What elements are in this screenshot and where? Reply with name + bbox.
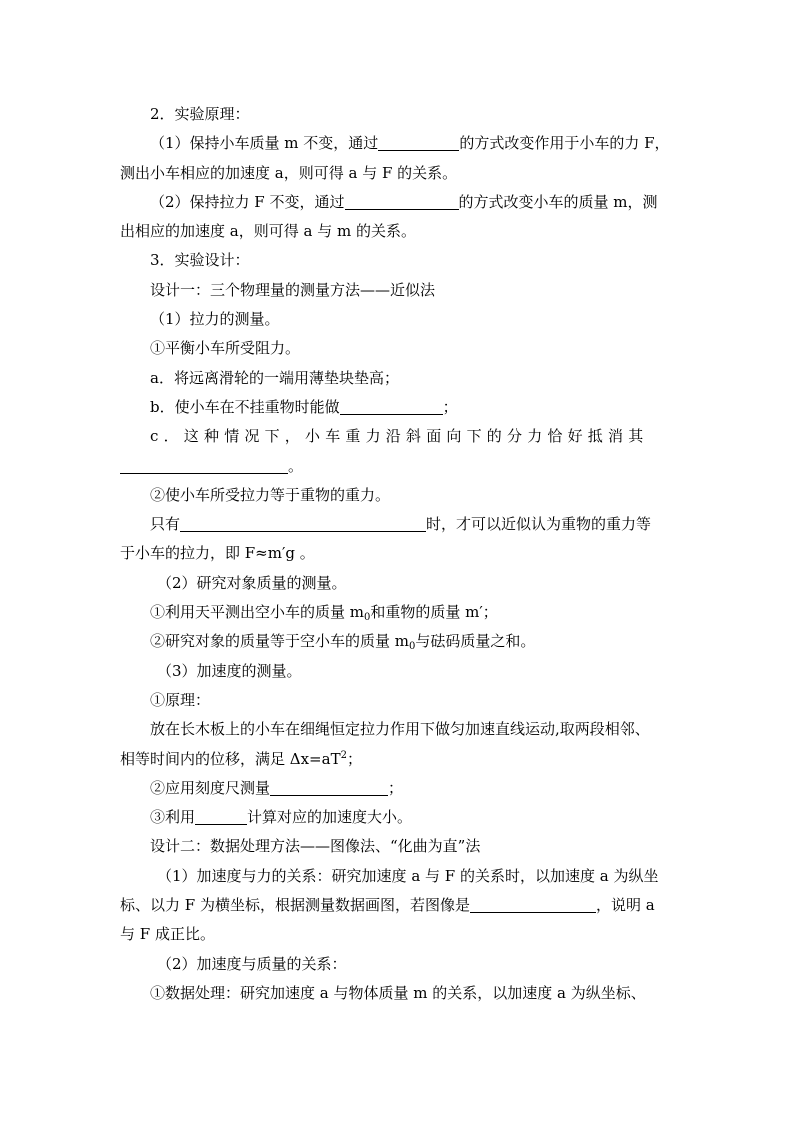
design-title: 设计一：三个物理量的测量方法——近似法 xyxy=(150,280,436,299)
text: （1）保持小车质量 m 不变，通过 xyxy=(150,134,379,153)
paragraph-line xyxy=(120,745,674,774)
paragraph-line: ①平衡小车所受阻力。 xyxy=(150,339,301,358)
design-title: 设计二：数据处理方法——图像法、“化曲为直”法 xyxy=(150,837,481,856)
section-heading: 3．实验设计： xyxy=(150,251,250,270)
paragraph-line: a．将远离滑轮的一端用薄垫块垫高； xyxy=(150,368,399,387)
answer-blank[interactable] xyxy=(345,193,459,210)
text: ，说明 a xyxy=(595,896,655,915)
text: ②应用刻度尺测量 xyxy=(150,778,271,797)
text: ③利用 xyxy=(150,808,196,827)
paragraph-line: ①原理： xyxy=(150,690,211,709)
text: 的方式改变作用于小车的力 F， xyxy=(459,134,670,153)
answer-blank[interactable] xyxy=(270,779,388,796)
paragraph-line: 于小车的拉力，即 F≈m′g 。 xyxy=(120,544,315,563)
answer-blank[interactable] xyxy=(120,457,288,474)
paragraph-line xyxy=(120,510,674,539)
paragraph-line xyxy=(120,393,674,422)
paragraph-line xyxy=(120,129,674,158)
text: 只有 xyxy=(150,515,181,534)
paragraph-line xyxy=(120,774,674,803)
paragraph-line xyxy=(120,452,674,481)
text: 计算对应的加速度大小。 xyxy=(247,808,413,827)
paragraph-line: 测出小车相应的加速度 a，则可得 a 与 F 的关系。 xyxy=(120,163,458,182)
answer-blank[interactable] xyxy=(180,515,426,532)
subsection-title: （2）加速度与质量的关系： xyxy=(157,954,347,973)
paragraph-line xyxy=(120,803,674,832)
text: ①利用天平测出空小车的质量 m xyxy=(150,603,364,622)
subsection-title: （1）拉力的测量。 xyxy=(150,310,280,329)
paragraph-line xyxy=(120,598,674,627)
paragraph-line: 出相应的加速度 a，则可得 a 与 m 的关系。 xyxy=(120,222,416,241)
section-heading: 2．实验原理： xyxy=(150,105,250,123)
answer-blank[interactable] xyxy=(378,134,459,151)
text: ； xyxy=(388,778,404,797)
text: 与砝码质量之和。 xyxy=(415,632,536,651)
text: b．使小车在不挂重物时能做 xyxy=(150,397,340,416)
paragraph-line xyxy=(120,188,674,217)
paragraph-line: c．这种情况下，小车重力沿斜面向下的分力恰好抵消其 xyxy=(150,427,649,446)
answer-blank[interactable] xyxy=(195,808,247,825)
text: 相等时间内的位移，满足 Δx=aT xyxy=(120,749,341,768)
text: 的方式改变小车的质量 m，测 xyxy=(458,192,658,211)
answer-blank[interactable] xyxy=(340,398,443,415)
text: 时，才可以近似认为重物的重力等 xyxy=(426,515,652,534)
paragraph-line xyxy=(120,891,674,920)
text: ； xyxy=(346,749,362,768)
text: 。 xyxy=(288,456,304,475)
subscript: 0 xyxy=(409,641,416,653)
text: 和重物的质量 m′； xyxy=(370,603,498,622)
paragraph-line xyxy=(120,627,674,656)
paragraph-line: 与 F 成正比。 xyxy=(120,925,215,944)
paragraph-line: 放在长木板上的小车在细绳恒定拉力作用下做匀加速直线运动,取两段相邻、 xyxy=(150,720,650,739)
answer-blank[interactable] xyxy=(470,896,596,913)
paragraph-line: ①数据处理：研究加速度 a 与物体质量 m 的关系，以加速度 a 为纵坐标、 xyxy=(150,983,646,1002)
paragraph-line: （1）加速度与力的关系：研究加速度 a 与 F 的关系时，以加速度 a 为纵坐 xyxy=(157,866,659,885)
subscript: 0 xyxy=(364,612,371,624)
subsection-title: （2）研究对象质量的测量。 xyxy=(157,573,347,592)
text: ； xyxy=(442,397,458,416)
text: 标、以力 F 为横坐标，根据测量数据画图，若图像是 xyxy=(120,896,470,915)
text: ②研究对象的质量等于空小车的质量 m xyxy=(150,632,409,651)
text: （2）保持拉力 F 不变，通过 xyxy=(150,192,345,211)
superscript: 2 xyxy=(340,749,347,761)
paragraph-line: ②使小车所受拉力等于重物的重力。 xyxy=(150,485,391,504)
subsection-title: （3）加速度的测量。 xyxy=(157,661,302,680)
